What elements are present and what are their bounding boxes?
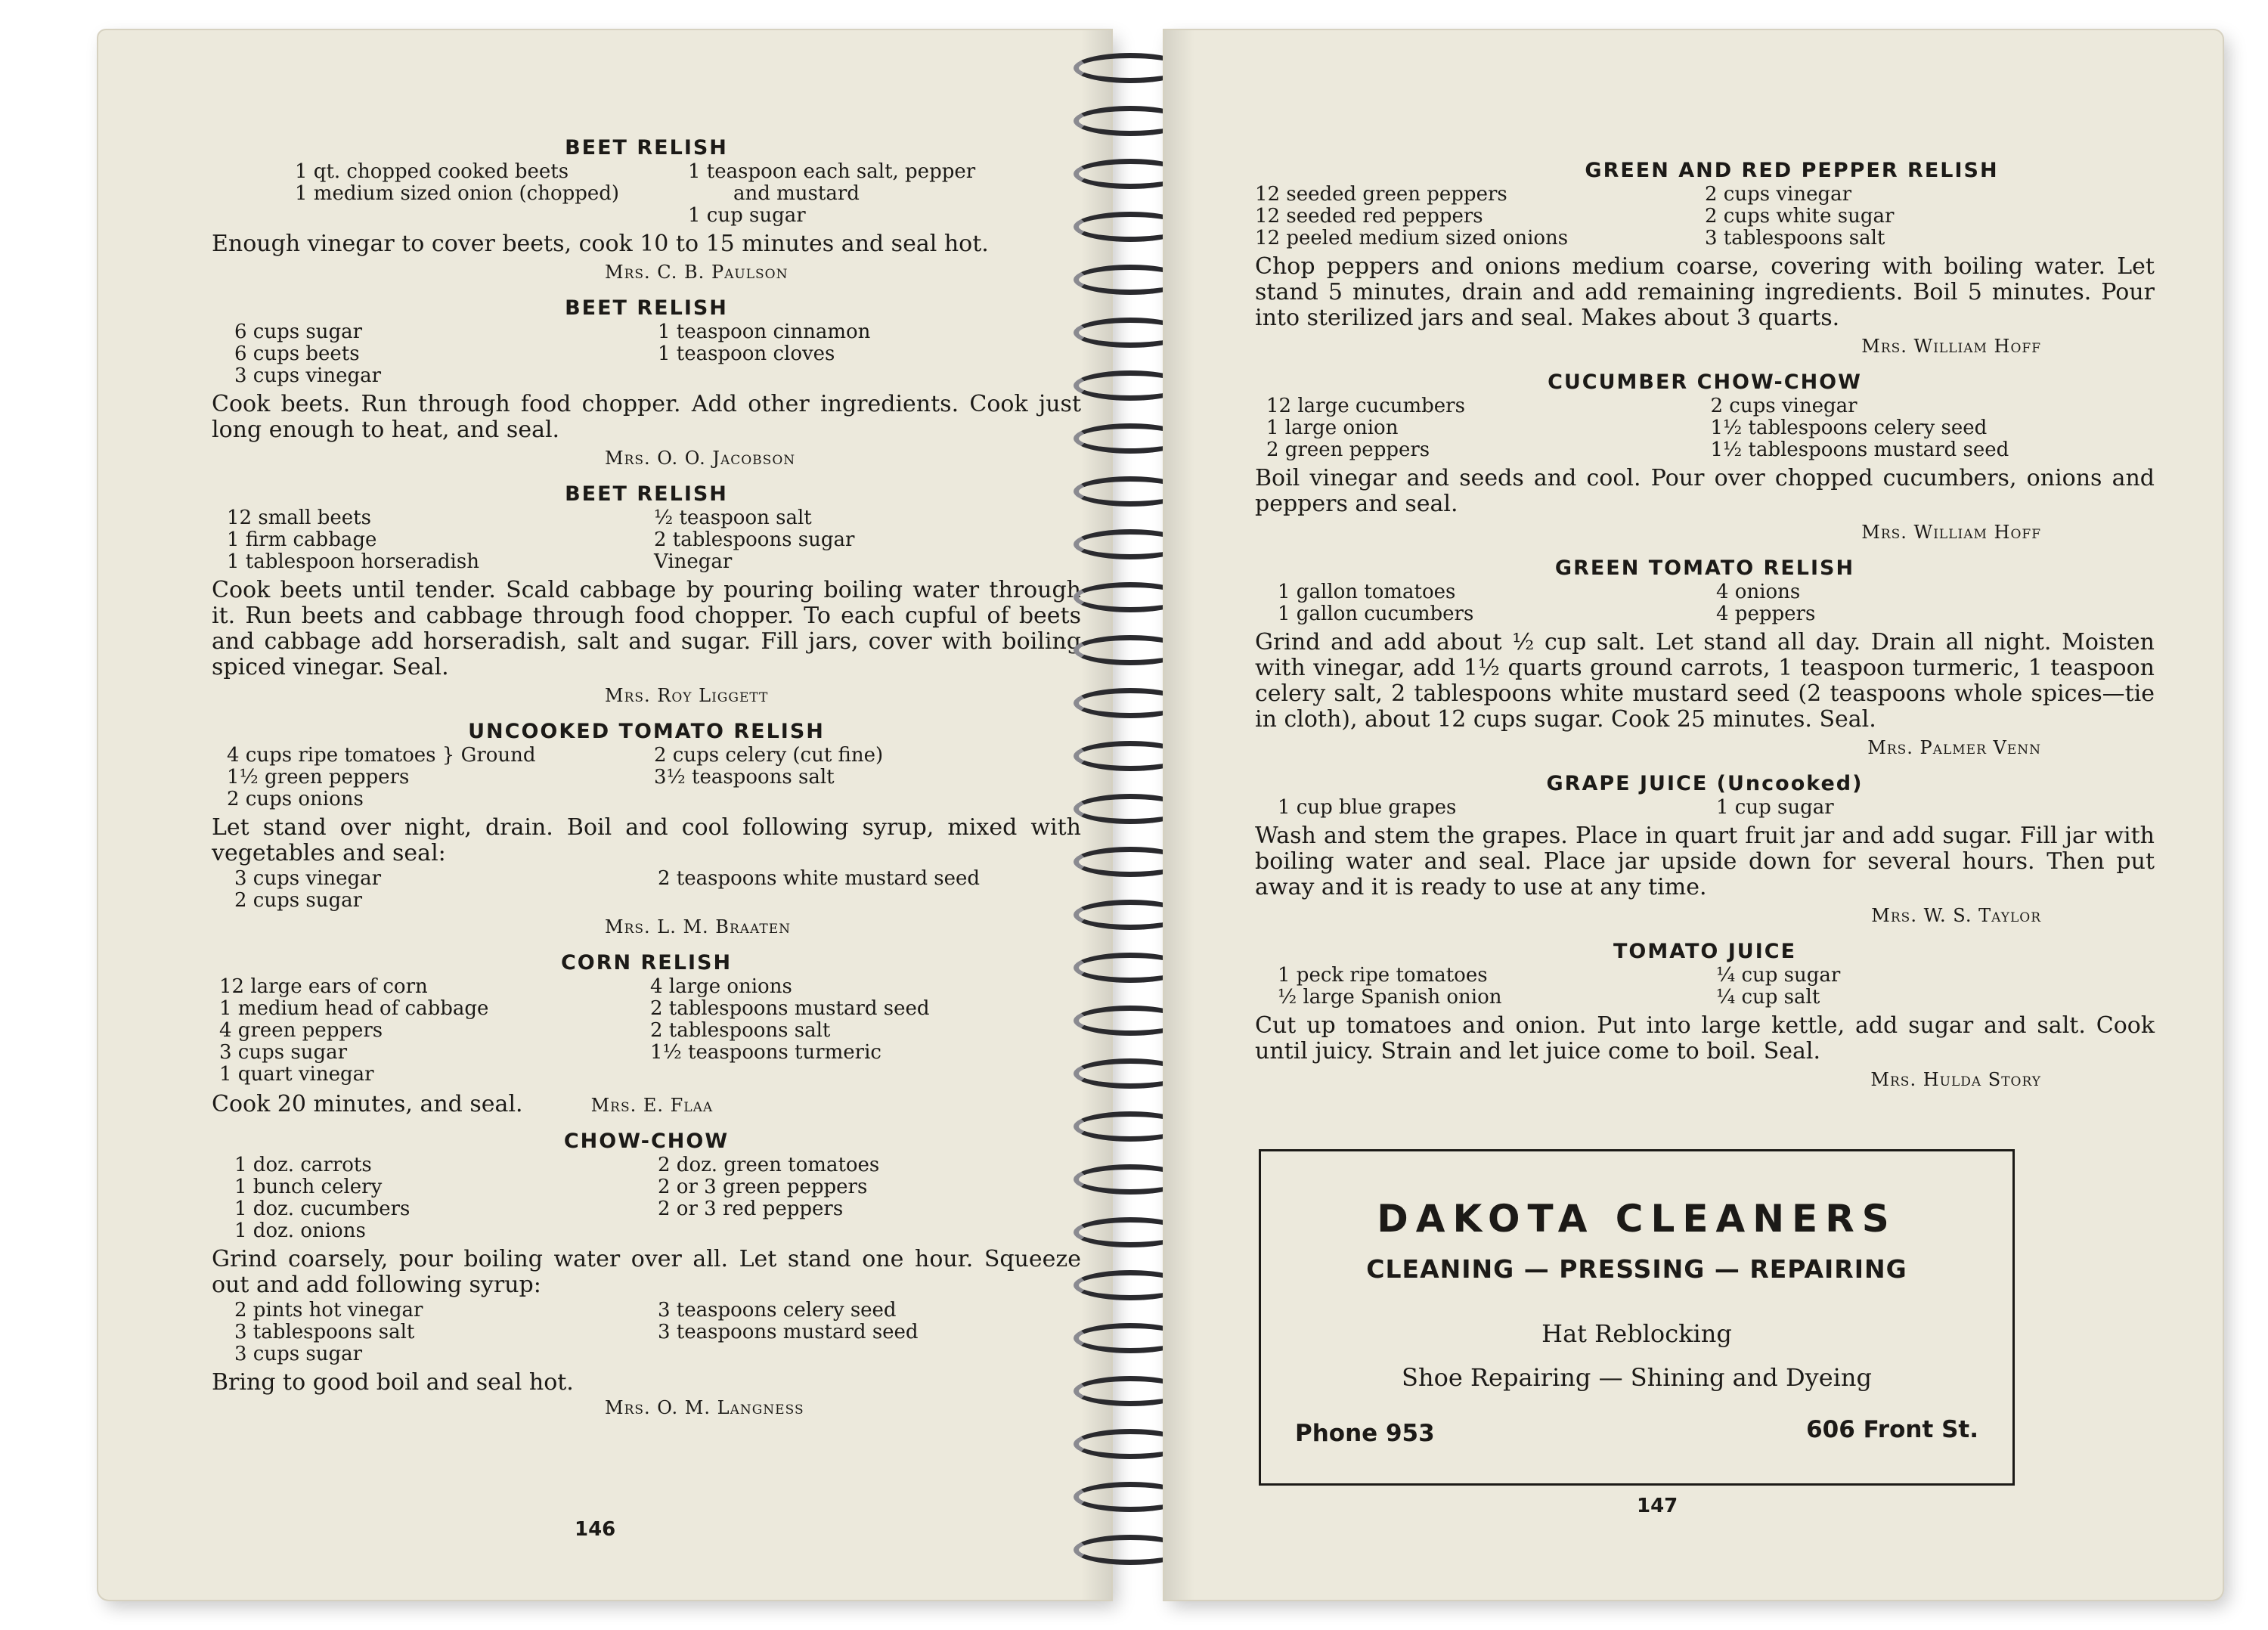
ingredient-list [1255,797,2155,819]
recipe-author: Mrs. L. M. Braaten [605,916,791,937]
ingredient: 12 large ears of corn [219,975,428,998]
ingredient: ¼ cup sugar [1716,964,1841,987]
ingredient: 2 cups vinegar [1710,395,1857,417]
ingredient: 1 doz. onions [234,1219,366,1242]
ingredient: 2 tablespoons salt [650,1019,831,1042]
advertisement [1259,1149,2015,1486]
ingredient: 2 cups white sugar [1705,205,1895,228]
ingredient: 3 teaspoons celery seed [658,1299,897,1322]
ingredient-list [212,1300,1081,1365]
ingredient: 2 or 3 red peppers [658,1198,844,1220]
recipe-method: Boil vinegar and seeds and cool. Pour over chopped cucumbers, onions and peppers and seal. [1255,465,2155,517]
ingredient: 3 cups vinegar [234,867,382,890]
ingredient: 1 qt. chopped cooked beets [295,160,569,183]
ingredient: 1½ tablespoons celery seed [1710,417,1988,439]
ingredient: 2 tablespoons mustard seed [650,997,930,1020]
recipe-author: Mrs. Palmer Venn [1867,737,2041,758]
ingredient-column-left [1266,395,1711,461]
ingredient: 1 bunch celery [234,1176,383,1198]
ingredient-list [212,1154,1081,1242]
ad-business-name: DAKOTA CLEANERS [1377,1197,1897,1241]
ad-line: Shoe Repairing — Shining and Dyeing [1402,1363,1872,1392]
ingredient-list [212,745,1081,810]
ingredient: ½ large Spanish onion [1278,986,1502,1009]
ingredient: 12 large cucumbers [1266,395,1465,417]
ingredient-column-right [654,745,1081,810]
recipe-title: BEET RELISH [565,136,728,160]
recipe [1255,556,2155,758]
recipe [1255,940,2155,1090]
ingredient: 1½ teaspoons turmeric [650,1041,881,1064]
recipe [212,1130,1081,1418]
ingredient-column-right [658,1300,1081,1365]
ingredient: 3 teaspoons mustard seed [658,1321,919,1343]
recipe-author: Mrs. C. B. Paulson [605,262,789,283]
ingredient: 12 peeled medium sized onions [1255,227,1569,249]
ingredient: 2 doz. green tomatoes [658,1154,880,1176]
ingredient: 2 or 3 green peppers [658,1176,868,1198]
recipe-method: Cook beets. Run through food chopper. Add other ingredients. Cook just long enough to heat, and seal. [212,391,1081,443]
ingredient-column-right [658,321,1081,387]
ingredient-list [212,868,1081,912]
recipe-title: CHOW-CHOW [563,1130,730,1153]
ingredient-column-left [1278,581,1716,625]
ingredient: 4 green peppers [219,1019,383,1042]
ingredient: 4 onions [1716,581,1801,603]
ingredient-list [1255,184,2155,249]
ingredient: 3½ teaspoons salt [654,766,835,789]
ingredient: ¼ cup salt [1716,986,1820,1009]
ingredient: 12 seeded red peppers [1255,205,1483,228]
ingredient-column-right [1711,395,2155,461]
ingredient-list [212,976,1081,1086]
recipe-title: GREEN AND RED PEPPER RELISH [1585,159,1999,182]
recipe-title: CUCUMBER CHOW-CHOW [1548,370,1862,394]
ingredient: 3 cups sugar [219,1041,348,1064]
ingredient: 2 green peppers [1266,438,1430,461]
ingredient: ½ teaspoon salt [654,507,812,529]
ad-address: 606 Front St. [1806,1416,1978,1443]
ingredient: 1 doz. cucumbers [234,1198,411,1220]
ingredient-column-right [1716,797,2155,819]
recipe [1255,159,2155,357]
ingredient: 1 teaspoon each salt, pepper [688,160,976,183]
recipe [212,482,1081,706]
recipe-method: Wash and stem the grapes. Place in quart fruit jar and add sugar. Fill jar with boiling water and seal. Place jar upside down for several hours. Then put away and it is ready to use at any time. [1255,823,2155,900]
recipe [212,136,1081,283]
recipe [1255,370,2155,543]
recipe-title: BEET RELISH [565,482,728,506]
recipe [212,296,1081,469]
ingredient: 2 cups vinegar [1705,183,1852,206]
recipe-method: Grind coarsely, pour boiling water over all. Let stand one hour. Squeeze out and add following syrup: [212,1246,1081,1298]
ingredient-column-right [1705,184,2155,249]
recipe-method: Grind and add about ½ cup salt. Let stand all day. Drain all night. Moisten with vinegar, add 1½ quarts ground carrots, 1 teaspoon turmeric, 1 teaspoon celery salt, 2 tablespoons white mustard seed (2 teaspoons whole spices—tie in cloth), about 12 cups sugar. Cook 25 minutes. Seal. [1255,629,2155,733]
ingredient: 1 gallon cucumbers [1278,603,1474,625]
ingredient-list [1255,581,2155,625]
ad-phone: Phone 953 [1295,1420,1435,1447]
right-page [1164,30,2223,1600]
ingredient: 6 cups sugar [234,321,363,343]
ingredient-column-right [650,976,1081,1086]
ingredient: 3 tablespoons salt [1705,227,1885,249]
ingredient-column-right [1716,965,2155,1009]
ingredient: 1 firm cabbage [227,528,377,551]
recipe-method: Enough vinegar to cover beets, cook 10 to 15 minutes and seal hot. [212,231,989,257]
ingredient: 12 small beets [227,507,371,529]
ingredient: 4 large onions [650,975,792,998]
recipe-title: TOMATO JUICE [1613,940,1797,963]
ingredient-column-left [234,868,658,912]
recipe-author: Mrs. William Hoff [1861,336,2041,357]
recipe-title: BEET RELISH [565,296,728,320]
ingredient-column-left [234,1154,658,1242]
ingredient-column-left [1255,184,1705,249]
recipe-author: Mrs. O. O. Jacobson [605,448,796,469]
ingredient: 4 cups ripe tomatoes } Ground [227,744,536,767]
ingredient-column-right [658,868,1081,912]
ingredient-column-left [295,161,688,227]
recipe-method: Bring to good boil and seal hot. [212,1369,574,1396]
page-number: 147 [1637,1495,1678,1517]
recipe-method: Let stand over night, drain. Boil and cool following syrup, mixed with vegetables and seal: [212,814,1081,866]
recipe [212,720,1081,937]
ingredient-list [1255,965,2155,1009]
ingredient-column-right [654,507,1081,573]
recipe-title: GRAPE JUICE (Uncooked) [1546,772,1864,795]
ingredient-column-left [1278,965,1716,1009]
recipe-author: Mrs. Roy Liggett [605,685,769,706]
ingredient-column-right [658,1154,1081,1242]
ingredient: 2 cups celery (cut fine) [654,744,884,767]
ingredient: 2 teaspoons white mustard seed [658,867,980,890]
ingredient: 1 medium sized onion (chopped) [295,182,620,205]
ad-line: Hat Reblocking [1541,1319,1732,1348]
ingredient: 6 cups beets [234,342,360,365]
ingredient: 1 cup blue grapes [1278,796,1457,819]
recipe-method: Chop peppers and onions medium coarse, covering with boiling water. Let stand 5 minutes, drain and add remaining ingredients. Boil 5 minutes. Pour into sterilized jars and seal. Makes about 3 quarts. [1255,253,2155,331]
ingredient: 3 cups vinegar [234,364,382,387]
page-number: 146 [575,1518,616,1541]
recipe-method: Cut up tomatoes and onion. Put into large kettle, add sugar and salt. Cook until juicy. Strain and let juice come to boil. Seal. [1255,1012,2155,1064]
ingredient-column-left [1278,797,1716,819]
recipe [1255,772,2155,926]
recipe-title: CORN RELISH [560,951,733,975]
recipe-author: Mrs. William Hoff [1861,522,2041,543]
ingredient: 3 cups sugar [234,1343,363,1365]
ingredient: 1 teaspoon cloves [658,342,835,365]
recipe-author: Mrs. W. S. Taylor [1871,905,2041,926]
recipe-author: Mrs. E. Flaa [590,1095,714,1116]
ingredient-column-right [688,161,1081,227]
ingredient-column-left [234,1300,658,1365]
ingredient: 1 cup sugar [688,204,806,227]
ingredient-column-right [1716,581,2155,625]
ingredient: 1 peck ripe tomatoes [1278,964,1488,987]
ingredient: 12 seeded green peppers [1255,183,1507,206]
left-page [98,30,1111,1600]
recipe-author: Mrs. O. M. Langness [605,1397,804,1418]
ingredient: 2 tablespoons sugar [654,528,855,551]
ingredient: 4 peppers [1716,603,1816,625]
ingredient-list [212,161,1081,227]
recipe-title: GREEN TOMATO RELISH [1554,556,1855,580]
ingredient: 1½ green peppers [227,766,410,789]
ingredient-list [1255,395,2155,461]
ingredient: 1 medium head of cabbage [219,997,489,1020]
ingredient: and mustard [733,182,860,205]
ingredient: Vinegar [654,550,733,573]
ingredient: 3 tablespoons salt [234,1321,415,1343]
ingredient: 1 cup sugar [1716,796,1834,819]
ingredient-column-left [219,976,650,1086]
recipe-method: Cook beets until tender. Scald cabbage by pouring boiling water through it. Run beets and cabbage through food chopper. To each cupful of beets and cabbage add horseradish, salt and sugar. Fill jars, cover with boiling spiced vinegar. Seal. [212,577,1081,680]
ingredient: 1 quart vinegar [219,1063,374,1086]
ingredient-column-left [234,321,658,387]
ingredient: 2 pints hot vinegar [234,1299,423,1322]
ingredient: 1½ tablespoons mustard seed [1710,438,2009,461]
ingredient: 1 tablespoon horseradish [227,550,479,573]
ingredient: 1 teaspoon cinnamon [658,321,871,343]
ingredient: 2 cups onions [227,788,364,810]
ingredient-list [212,507,1081,573]
recipe-author: Mrs. Hulda Story [1870,1069,2041,1090]
ingredient: 1 large onion [1266,417,1399,439]
ingredient: 2 cups sugar [234,889,363,912]
ingredient-column-left [227,507,654,573]
ad-services: CLEANING — PRESSING — REPAIRING [1366,1254,1907,1284]
ingredient: 1 doz. carrots [234,1154,372,1176]
ingredient: 1 gallon tomatoes [1278,581,1456,603]
recipe-title: UNCOOKED TOMATO RELISH [468,720,825,743]
recipe [212,951,1081,1130]
recipe-method: Cook 20 minutes, and seal. [212,1091,523,1117]
ingredient-list [212,321,1081,387]
ingredient-column-left [227,745,654,810]
